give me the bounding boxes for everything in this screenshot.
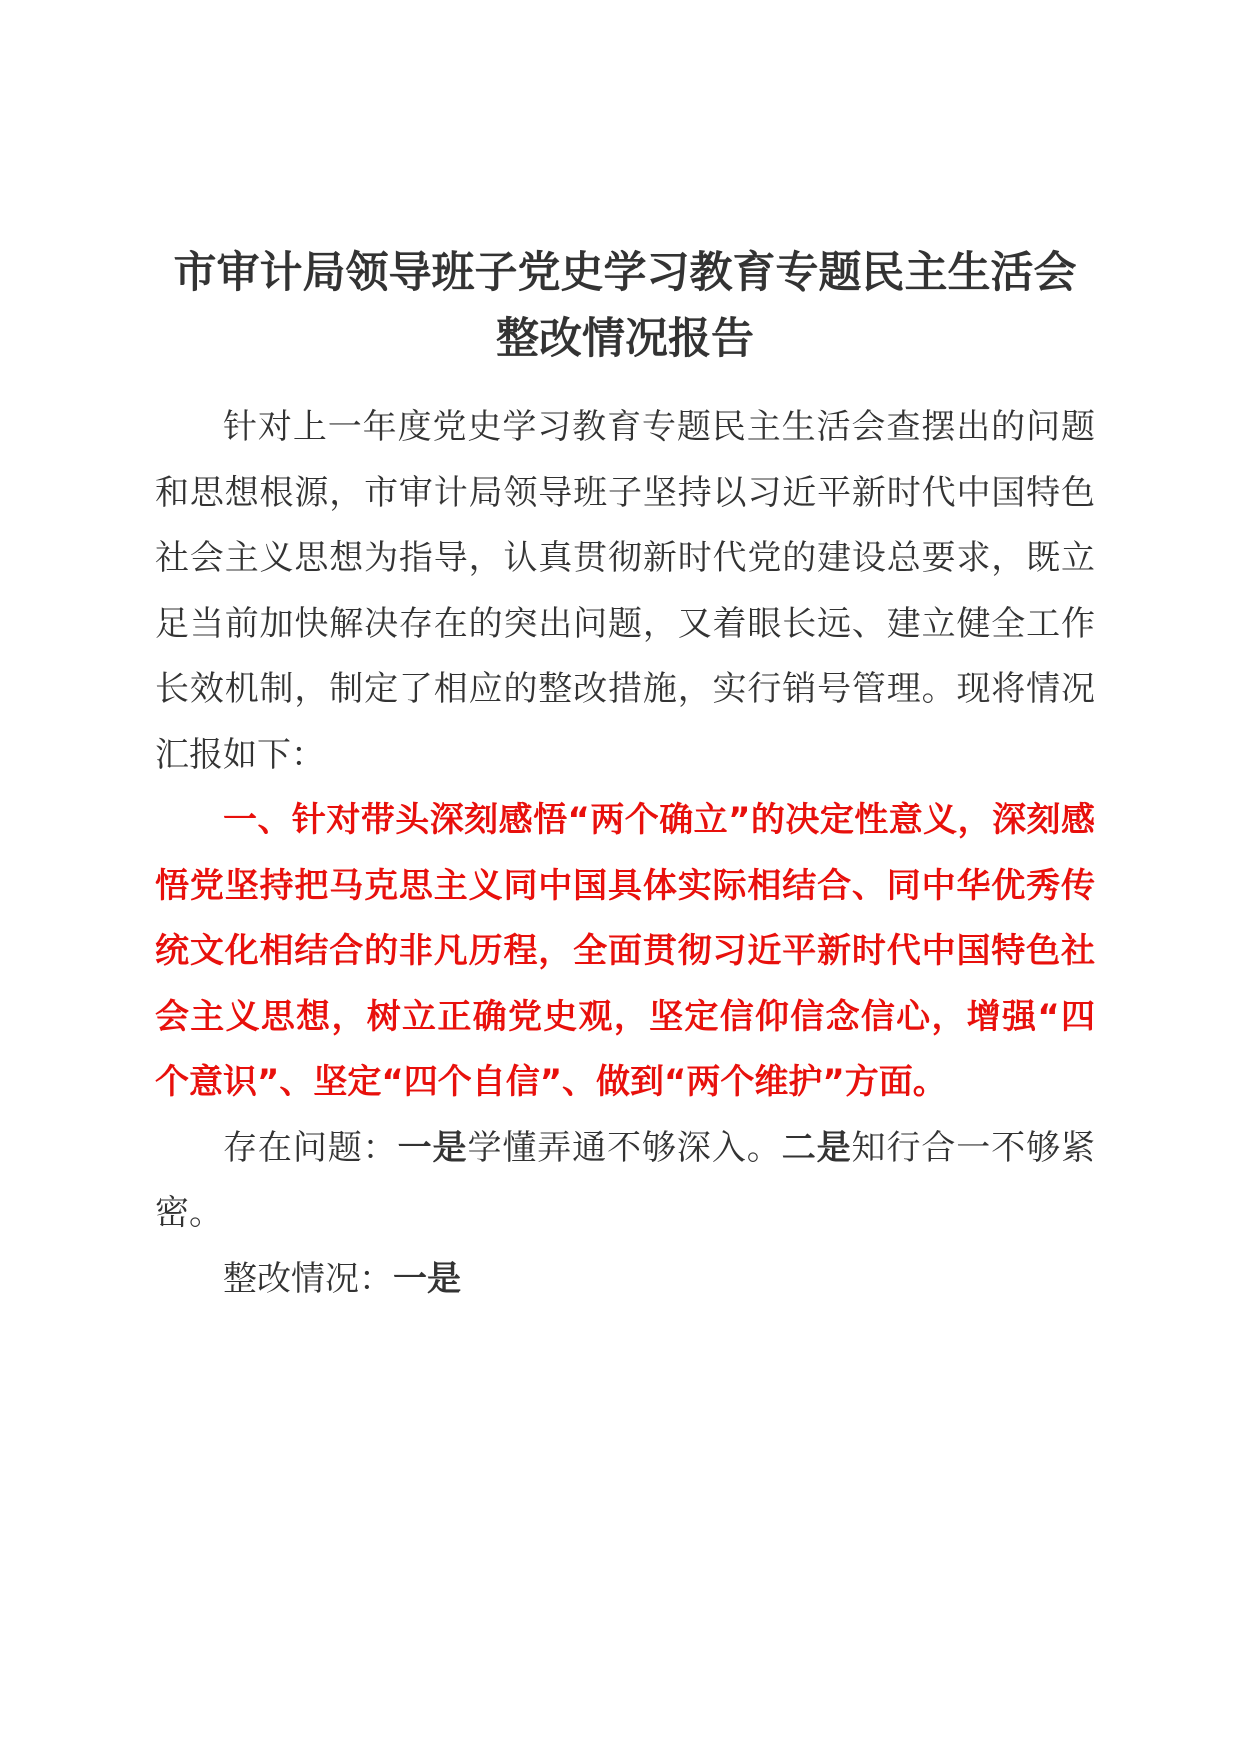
problems-first-text: 学懂弄通不够深入。 <box>467 1127 782 1168</box>
problems-label: 存在问题： <box>223 1127 398 1168</box>
document-page <box>155 240 1095 1312</box>
problems-second-text: 知行合一不够紧密。 <box>155 1127 1096 1233</box>
rectification-paragraph <box>155 1247 1095 1313</box>
intro-paragraph: 针对上一年度党史学习教育专题民主生活会查摆出的问题和思想根源，市审计局领导班子坚持以习近平新时代中国特色社会主义思想为指导，认真贯彻新时代党的建设总要求，既立足当前加快解决存在的突出问题，又着眼长远、建立健全工作长效机制，制定了相应的整改措施，实行销号管理。现将情况汇报如下： <box>155 407 1095 775</box>
problems-paragraph <box>155 1116 1095 1247</box>
rectification-first-marker: 一是 <box>393 1258 461 1299</box>
section-1-heading: 一、针对带头深刻感悟“两个确立”的决定性意义，深刻感悟党坚持把马克思主义同中国具体实际相结合、同中华优秀传统文化相结合的非凡历程，全面贯彻习近平新时代中国特色社会主义思想，树立正确党史观，坚定信仰信念信心，增强“四个意识”、坚定“四个自信”、做到“两个维护”方面。 <box>155 800 1095 1102</box>
problems-second-marker: 二是 <box>781 1127 852 1168</box>
document-title: 市审计局领导班子党史学习教育专题民主生活会整改情况报告 <box>173 248 1077 364</box>
rectification-label: 整改情况： <box>223 1258 393 1299</box>
problems-first-marker: 一是 <box>397 1127 468 1168</box>
